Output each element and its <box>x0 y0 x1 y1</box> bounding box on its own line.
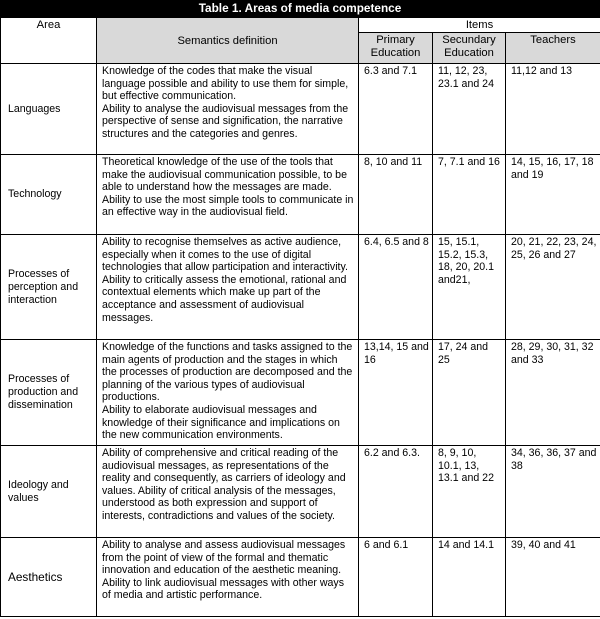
table-row <box>1 155 600 235</box>
table-row <box>1 340 600 446</box>
row-area: Languages <box>1 64 97 155</box>
row-teachers: 28, 29, 30, 31, 32 and 33 <box>506 340 600 446</box>
row-teachers: 34, 36, 36, 37 and 38 <box>506 446 600 538</box>
row-teachers: 14, 15, 16, 17, 18 and 19 <box>506 155 600 235</box>
table-row <box>1 235 600 340</box>
row-definition: Theoretical knowledge of the use of the tools that make the audiovisual communication possible, to be able to understand how the messages are made. Ability to use the most simple tools to communicate in an effective way in the audiovisual field. <box>97 155 359 235</box>
row-secondary: 11, 12, 23, 23.1 and 24 <box>433 64 506 155</box>
row-secondary: 7, 7.1 and 16 <box>433 155 506 235</box>
row-primary: 6.4, 6.5 and 8 <box>359 235 433 340</box>
row-definition: Knowledge of the codes that make the visual language possible and ability to use them for simple, but effective communication. Ability to analyse the audiovisual messages from the perspective of sense and signification, the narrative structures and the categories and genres. <box>97 64 359 155</box>
header-primary: Primary Education <box>359 33 433 64</box>
row-area: Technology <box>1 155 97 235</box>
table-row <box>1 446 600 538</box>
row-area: Processes of perception and interaction <box>1 235 97 340</box>
header-teachers: Teachers <box>506 33 600 64</box>
row-primary: 6 and 6.1 <box>359 538 433 617</box>
table-row <box>1 538 600 617</box>
row-definition: Knowledge of the functions and tasks assigned to the main agents of production and the stages in which the processes of production are decomposed and the planning of the various types of audiovisual productions. Ability to elaborate audiovisual messages and knowledge of their significance and implications on the new communication environments. <box>97 340 359 446</box>
header-items: Items <box>359 18 600 33</box>
row-area: Ideology and values <box>1 446 97 538</box>
row-primary: 13,14, 15 and 16 <box>359 340 433 446</box>
header-area: Area <box>1 18 97 64</box>
row-area: Aesthetics <box>1 538 97 617</box>
row-secondary: 17, 24 and 25 <box>433 340 506 446</box>
row-teachers: 20, 21, 22, 23, 24, 25, 26 and 27 <box>506 235 600 340</box>
row-secondary: 8, 9, 10, 10.1, 13, 13.1 and 22 <box>433 446 506 538</box>
row-teachers: 11,12 and 13 <box>506 64 600 155</box>
media-competence-table <box>0 17 600 617</box>
header-semantics: Semantics definition <box>97 18 359 64</box>
row-primary: 6.2 and 6.3. <box>359 446 433 538</box>
row-secondary: 15, 15.1, 15.2, 15.3, 18, 20, 20.1 and21, <box>433 235 506 340</box>
row-primary: 8, 10 and 11 <box>359 155 433 235</box>
row-definition: Ability of comprehensive and critical reading of the audiovisual messages, as representations of the reality and consequently, as carriers of ideology and values. Ability of critical analysis of the messages, understood as both expression and support of interests, contradictions and values of the society. <box>97 446 359 538</box>
table-row <box>1 64 600 155</box>
header-secondary: Secundary Education <box>433 33 506 64</box>
row-secondary: 14 and 14.1 <box>433 538 506 617</box>
row-teachers: 39, 40 and 41 <box>506 538 600 617</box>
row-area: Processes of production and dissemination <box>1 340 97 446</box>
row-primary: 6.3 and 7.1 <box>359 64 433 155</box>
row-definition: Ability to analyse and assess audiovisual messages from the point of view of the formal and thematic innovation and education of the aesthetic meaning. Ability to link audiovisual messages with other ways of media and artistic performance. <box>97 538 359 617</box>
table-title: Table 1. Areas of media competence <box>0 0 600 17</box>
row-definition: Ability to recognise themselves as active audience, especially when it comes to the use of digital technologies that allow participation and interactivity. Ability to critically assess the emotional, rational and contextual elements which make up part of the acceptance and assessment of audiovisual messages. <box>97 235 359 340</box>
